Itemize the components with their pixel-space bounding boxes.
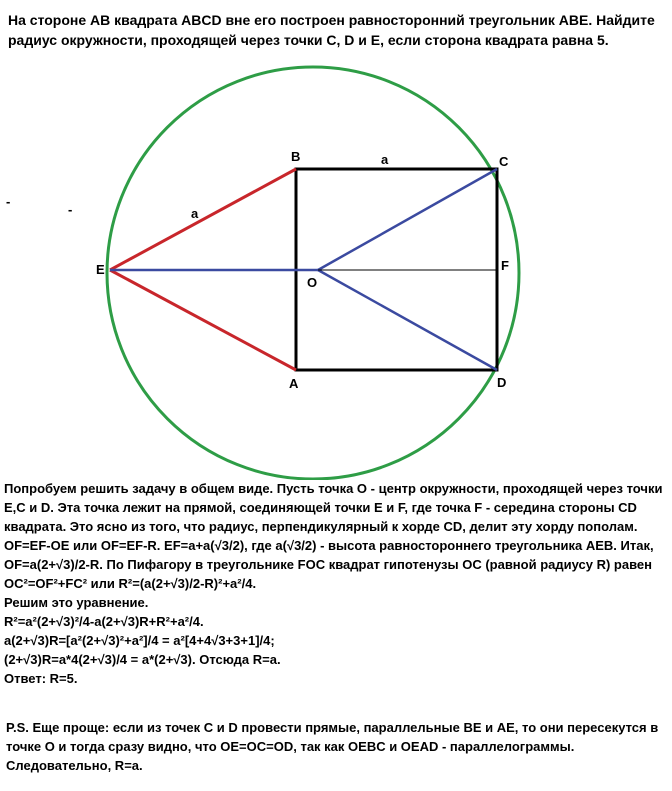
label-c: C <box>499 154 509 169</box>
postscript-text: P.S. Еще проще: если из точек C и D провести прямые, параллельные BE и AE, то они пересекутся в точке O и тогда сразу видно, что OE=OC=OD, так как OEBC и OEAD - параллелограммы. Следовательно, R=a. <box>6 720 659 773</box>
stray-mark-left: - <box>6 194 11 209</box>
segment-eb <box>110 169 296 270</box>
solution-line: Попробуем решить задачу в общем виде. Пусть точка O - центр окружности, проходящей через точки E,C и D. Эта точка лежит на прямой, соединяющей точки E и F, где точка F - середина стороны CD квадрата. Это ясно из того, что радиус, перпендикулярный к хорде CD, делит эту хорду пополам. <box>4 481 663 534</box>
label-f: F <box>501 258 509 273</box>
solution-line: (2+√3)R=a*4(2+√3)/4 = a*(2+√3). Отсюда R=a. <box>4 652 281 667</box>
solution-line: R²=a²(2+√3)²/4-a(2+√3)R+R²+a²/4. <box>4 614 204 629</box>
label-side-eb: a <box>191 206 199 221</box>
segment-oc <box>318 169 497 270</box>
label-b: B <box>291 149 301 164</box>
postscript <box>6 718 666 775</box>
problem-statement: На стороне AB квадрата ABCD вне его построен равносторонний треугольник ABE. Найдите радиус окружности, проходящей через точки C, D и E, если сторона квадрата равна 5. <box>8 12 655 48</box>
label-e: E <box>96 262 105 277</box>
circle <box>107 67 519 479</box>
label-side-top: a <box>381 152 389 167</box>
solution-line: Решим это уравнение. <box>4 595 149 610</box>
segment-ea <box>110 270 296 370</box>
solution-answer: Ответ: R=5. <box>4 671 78 686</box>
solution-line: OF=EF-OE или OF=EF-R. EF=a+a(√3/2), где a(√3/2) - высота равностороннего треугольника AEB. Итак, OF=a(2+√3)/2-R. По Пифагору в треугольнике FOC квадрат гипотенузы OC (равной радиусу R) равен OC²=OF²+FC² или R²=(a(2+√3)/2-R)²+a²/4. <box>4 538 654 591</box>
segment-od <box>318 270 497 370</box>
stray-mark-right: - <box>68 202 73 217</box>
solution-line: a(2+√3)R=[a²(2+√3)²+a²]/4 = a²[4+4√3+3+1]/4; <box>4 633 275 648</box>
label-d: D <box>497 375 507 390</box>
label-o: O <box>307 275 318 290</box>
label-a: A <box>289 376 299 391</box>
solution-text <box>4 479 664 688</box>
